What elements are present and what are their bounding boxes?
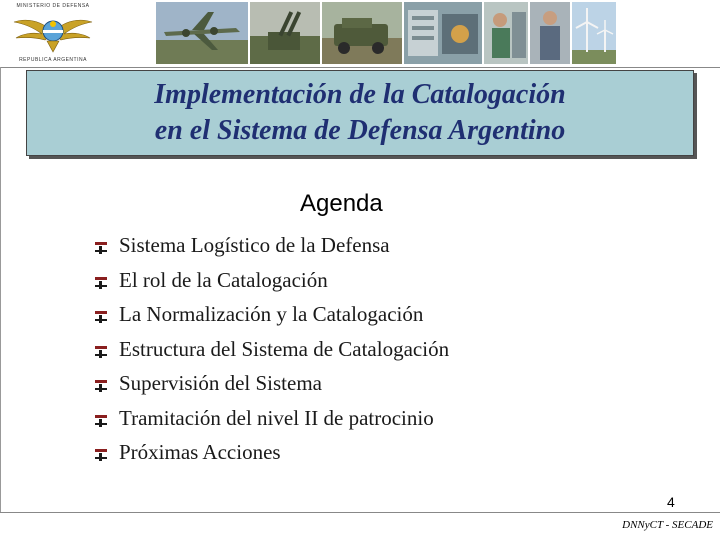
wind-turbines-photo xyxy=(572,2,616,64)
military-vehicle-photo xyxy=(322,2,402,64)
equipment-workshop-photo xyxy=(404,2,482,64)
title-box xyxy=(26,70,694,156)
logo-bottom-text: REPUBLICA ARGENTINA xyxy=(19,57,87,63)
title-line-1: Implementación de la Catalogación xyxy=(154,79,566,110)
winged-sun-emblem-icon xyxy=(12,10,94,56)
line-bullet-icon xyxy=(93,275,109,289)
line-bullet-icon xyxy=(93,447,109,461)
agenda-item-label: El rol de la Catalogación xyxy=(119,267,328,292)
line-bullet-icon xyxy=(93,413,109,427)
header-divider xyxy=(0,67,720,68)
agenda-item-label: Sistema Logístico de la Defensa xyxy=(119,233,390,257)
left-border-line xyxy=(0,67,1,512)
line-bullet-icon xyxy=(93,378,109,392)
agenda-item-label: Supervisión del Sistema xyxy=(119,371,322,395)
agenda-item-label: Tramitación del nivel II de patrocinio xyxy=(119,405,434,430)
agenda-item-label: La Normalización y la Catalogación xyxy=(119,302,424,326)
page-number: 4 xyxy=(667,494,675,510)
agenda-item-label: Estructura del Sistema de Catalogación xyxy=(119,336,450,361)
photo-banner xyxy=(156,2,616,64)
ministry-logo xyxy=(2,2,104,64)
technicians-photo xyxy=(484,2,528,64)
military-aircraft-photo xyxy=(156,2,248,64)
logo-top-text: MINISTERIO DE DEFENSA xyxy=(16,3,90,9)
title-line-2: en el Sistema de Defensa Argentino xyxy=(154,115,566,146)
line-bullet-icon xyxy=(93,344,109,358)
anti-aircraft-gun-photo xyxy=(250,2,320,64)
line-bullet-icon xyxy=(93,309,109,323)
line-bullet-icon xyxy=(93,240,109,254)
footer-credit: DNNyCT - SECADE xyxy=(622,519,713,531)
personnel-photo xyxy=(530,2,570,64)
agenda-item-label: Próximas Acciones xyxy=(119,440,281,464)
agenda-heading: Agenda xyxy=(300,190,383,217)
footer-divider xyxy=(0,512,720,513)
